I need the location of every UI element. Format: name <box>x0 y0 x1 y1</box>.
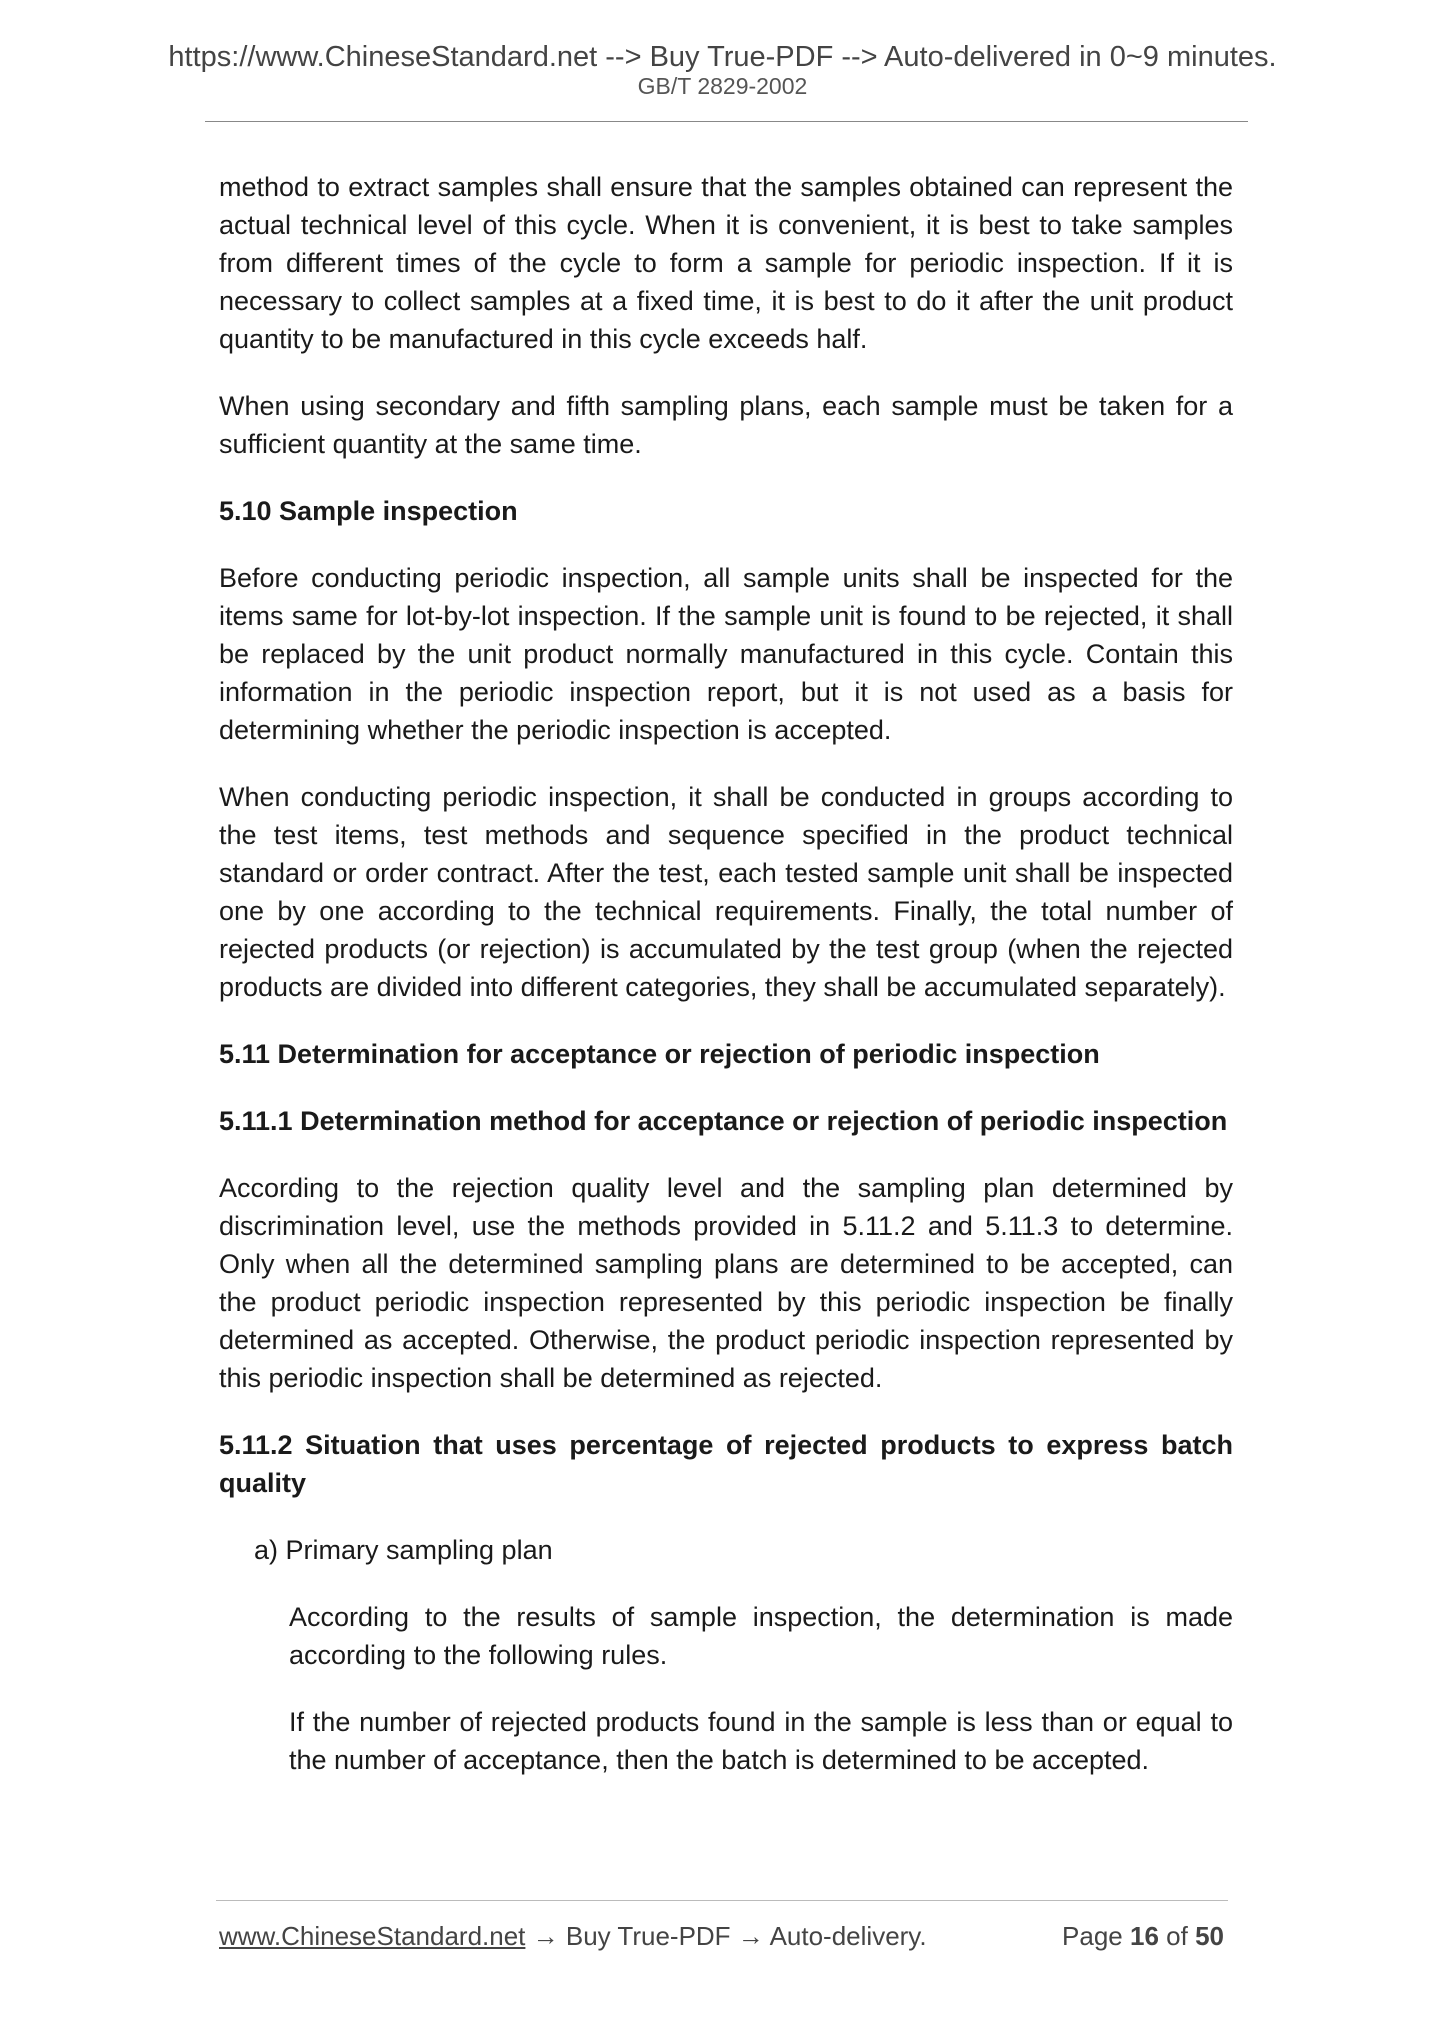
footer-tagline: → Buy True-PDF → Auto-delivery. <box>525 1921 927 1951</box>
paragraph-sample-inspection: Before conducting periodic inspection, all sample units shall be inspected for the items same for lot-by-lot inspection. If the sample unit is found to be rejected, it shall be replaced by the unit product normally manufactured in this cycle. Contain this information in the periodic inspection report, but it is not used as a basis for determining whether the periodic inspection is accepted. <box>219 563 1233 745</box>
footer-site-link[interactable]: www.ChineseStandard.net <box>219 1921 526 1951</box>
paragraph-determination-rules: According to the results of sample inspection, the determination is made according to the following rules. <box>289 1602 1233 1670</box>
page-label: Page <box>1062 1921 1123 1951</box>
total-pages: 50 <box>1195 1921 1224 1951</box>
header-banner[interactable]: https://www.ChineseStandard.net --> Buy True-PDF --> Auto-delivered in 0~9 minutes. <box>168 41 1277 73</box>
heading-5-11-2: 5.11.2 Situation that uses percentage of rejected products to express batch quality <box>219 1430 1233 1498</box>
paragraph-determination-method: According to the rejection quality level and the sampling plan determined by discrimination level, use the methods provided in 5.11.2 and 5.11.3 to determine. Only when all the determined sampling plans are determined to be accepted, can the product periodic inspection represented by this periodic inspection be finally determined as accepted. Otherwise, the product periodic inspection represented by this periodic inspection shall be determined as rejected. <box>219 1173 1233 1393</box>
document-code: GB/T 2829-2002 <box>637 73 808 99</box>
header-divider <box>205 121 1248 122</box>
paragraph-secondary-sampling: When using secondary and fifth sampling plans, each sample must be taken for a sufficient quantity at the same time. <box>219 391 1233 459</box>
of-label: of <box>1166 1921 1188 1951</box>
heading-5-11-1: 5.11.1 Determination method for acceptance or rejection of periodic inspection <box>219 1106 1228 1136</box>
footer-left <box>219 1920 927 1952</box>
heading-5-10: 5.10 Sample inspection <box>219 496 518 526</box>
paragraph-sample-extraction: method to extract samples shall ensure that the samples obtained can represent the actual technical level of this cycle. When it is convenient, it is best to take samples from different times of the cycle to form a sample for periodic inspection. If it is necessary to collect samples at a fixed time, it is best to do it after the unit product quantity to be manufactured in this cycle exceeds half. <box>219 172 1233 354</box>
heading-5-11: 5.11 Determination for acceptance or rejection of periodic inspection <box>219 1039 1100 1069</box>
footer-divider <box>216 1900 1228 1901</box>
page-content <box>219 168 1233 1808</box>
paragraph-acceptance-rule: If the number of rejected products found in the sample is less than or equal to the number of acceptance, then the batch is determined to be accepted. <box>289 1707 1233 1775</box>
page-indicator <box>1062 1920 1224 1952</box>
paragraph-periodic-inspection-groups: When conducting periodic inspection, it shall be conducted in groups according to the test items, test methods and sequence specified in the product technical standard or order contract. After the test, each tested sample unit shall be inspected one by one according to the technical requirements. Finally, the total number of rejected products (or rejection) is accumulated by the test group (when the rejected products are divided into different categories, they shall be accumulated separately). <box>219 782 1233 1002</box>
list-item-primary-sampling-plan: a) Primary sampling plan <box>254 1535 553 1565</box>
page-number: 16 <box>1130 1921 1159 1951</box>
